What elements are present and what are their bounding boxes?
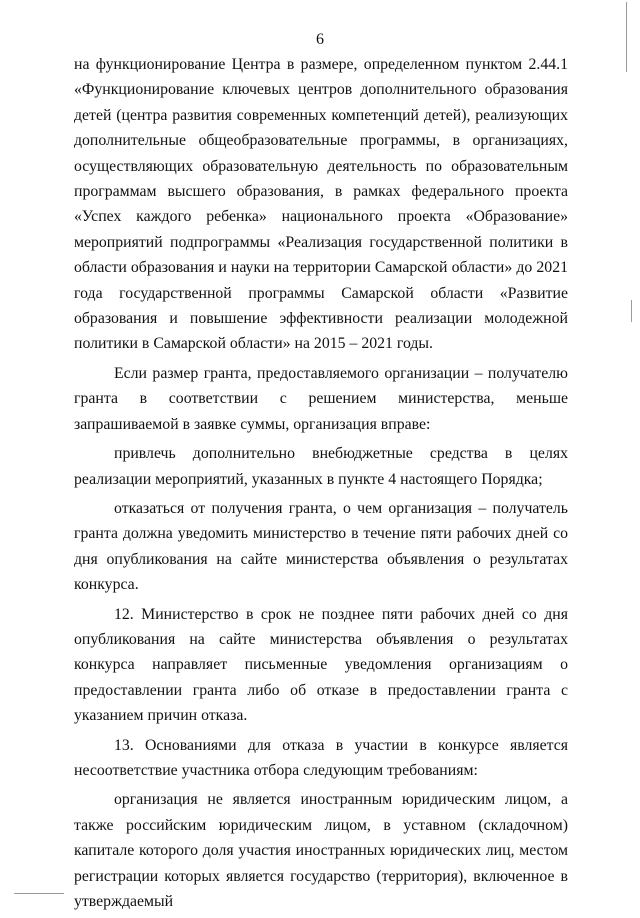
scan-mark-top-right <box>626 2 627 72</box>
paragraph-item-12: 12. Министерство в срок не позднее пяти рабочих дней со дня опубликования на сайте министерства объявления о результатах конкурса направляет письменные уведомления организациям о предоставлении гранта либо об отказе в предоставлении гранта с указанием причин отказа. <box>74 605 568 725</box>
scan-mark-right-edge <box>631 300 632 322</box>
page-number: 6 <box>316 31 324 48</box>
paragraph-requirement-foreign-entity: организация не является иностранным юридическим лицом, а также российским юридическим лицом, в уставном (складочном) капитале которого доля участия иностранных юридических лиц, местом регистрации которых является государство (территория), включенное в утверждаемый <box>74 791 568 910</box>
scan-mark-bottom-left <box>14 893 64 894</box>
paragraph-item-13: 13. Основаниями для отказа в участии в конкурсе является несоответствие участника отбора следующим требованиям: <box>74 736 568 779</box>
paragraph-refuse-grant: отказаться от получения гранта, о чем организация – получатель гранта должна уведомить министерство в течение пяти рабочих дней со дня опубликования на сайте министерства объявления о результатах конкурса. <box>74 499 568 594</box>
paragraph-grant-purpose: на функционирование Центра в размере, определенном пунктом 2.44.1 «Функционирование ключевых центров дополнительного образования детей (центра развития современных компетенций детей), реализующих дополнительные общеобразовательные программы, в организациях, осуществляющих образовательную деятельность по образовательным программам высшего образования, в рамках федерального проекта «Успех каждого ребенка» национального проекта «Образование» мероприятий подпрограммы «Реализация государственной политики в области образования и науки на территории Самарской области» до 2021 года государственной программы Самарской области «Развитие образования и повышение эффективности реализации молодежной политики в Самарской области» на 2015 – 2021 годы. <box>74 56 568 353</box>
paragraph-extra-funds: привлечь дополнительно внебюджетные средства в целях реализации мероприятий, указанных в пункте 4 настоящего Порядка; <box>74 445 568 488</box>
document-body <box>74 52 568 918</box>
paragraph-grant-size: Если размер гранта, предоставляемого организации – получателю гранта в соответствии с решением министерства, меньше запрашиваемой в заявке суммы, организация вправе: <box>74 364 568 433</box>
